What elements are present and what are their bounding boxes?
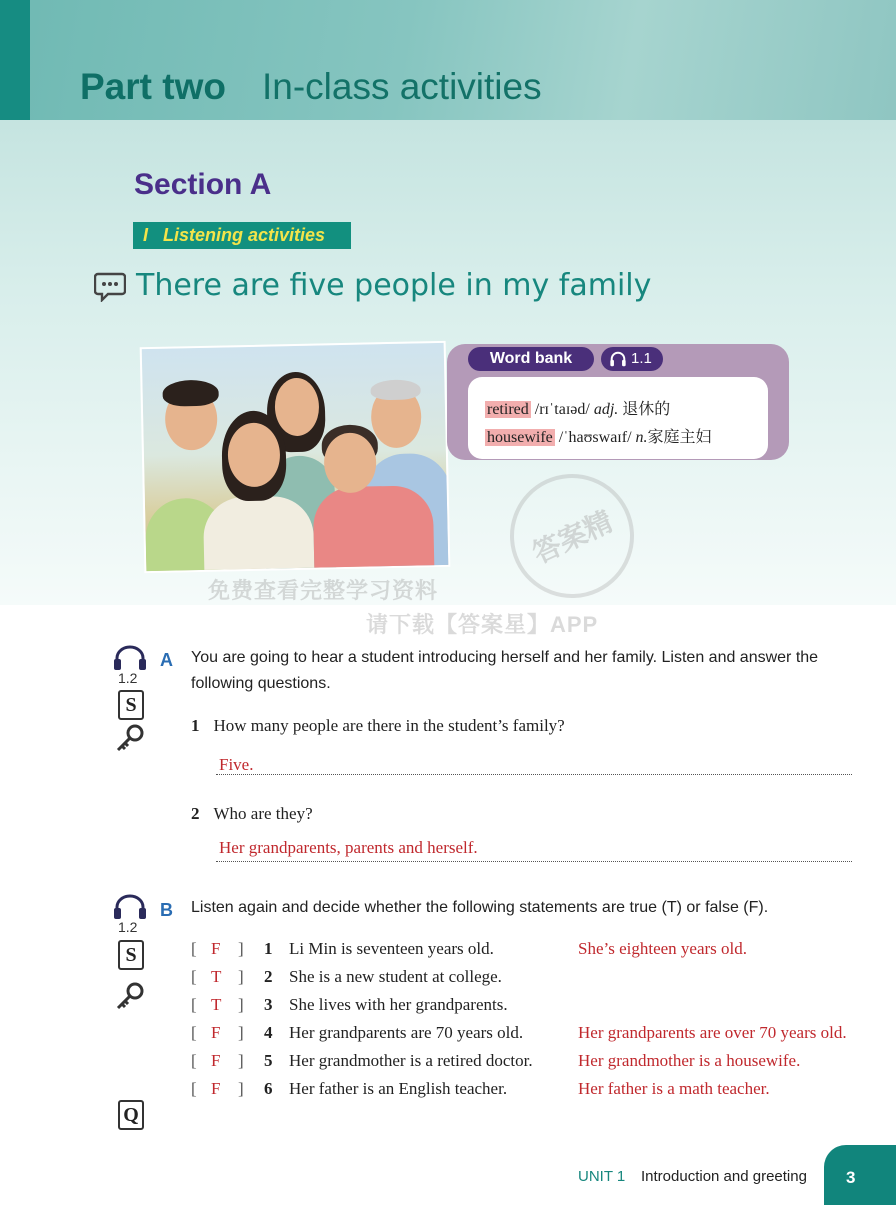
entry-phonetic: /rɪˈtaɪəd/ [534,401,590,418]
watermark-seal-text: 答案精 [528,505,618,570]
audio-track-number: 1.2 [118,670,138,686]
tf-number: 3 [264,995,273,1014]
key-icon[interactable] [115,724,145,754]
question [191,804,313,824]
tf-number: 6 [264,1079,273,1098]
tf-statement: She lives with her grandparents. [289,995,508,1014]
key-icon[interactable] [115,982,145,1012]
script-icon[interactable]: S [118,690,144,720]
answer: Five. [219,755,254,774]
topic-title: There are five people in my family [136,268,652,303]
watermark-line-1: 免费查看完整学习资料 [208,578,439,603]
audio-track-number: 1.2 [118,919,138,935]
tf-answer: F [211,1079,221,1098]
tf-statement: Her grandparents are 70 years old. [289,1023,524,1042]
script-icon[interactable]: S [118,940,144,970]
question-text: How many people are there in the student’s family? [213,716,565,735]
exercise-a-letter: A [160,650,173,670]
entry-pos: adj. [593,401,619,418]
question-number: 2 [191,804,200,823]
page-number-tab [824,1145,896,1205]
question-text: Who are they? [213,804,313,823]
tf-statement: Her grandmother is a retired doctor. [289,1051,533,1070]
tf-number: 1 [264,939,273,958]
headphones-icon [609,350,627,368]
word-bank-label: Word bank [468,347,594,371]
tf-answer: F [211,1023,221,1042]
tf-correction: Her father is a math teacher. [578,1079,770,1098]
footer-title: Introduction and greeting [641,1168,807,1185]
answer: Her grandparents, parents and herself. [219,838,478,857]
header-stripe [0,0,30,120]
question-icon[interactable]: Q [118,1100,144,1130]
tf-statement: She is a new student at college. [289,967,502,986]
page-title [80,66,542,108]
entry-word: retired [487,401,529,418]
chat-bubble-icon [94,272,126,302]
tf-answer: T [211,967,222,986]
part-subtitle: In-class activities [261,66,542,107]
tf-statement: Li Min is seventeen years old. [289,939,494,958]
entry-pos: n. [635,429,648,446]
exercise-b-instruction: Listen again and decide whether the following statements are true (T) or false (F). [191,899,769,916]
question-number: 1 [191,716,200,735]
exercise-a-instruction: You are going to hear a student introducing herself and her family. Listen and answer the following questions. [191,649,819,692]
word-bank-audio-button[interactable] [601,347,663,371]
family-photo [140,341,451,573]
tf-number: 2 [264,967,273,986]
tf-number: 5 [264,1051,273,1070]
activity-tag [133,222,351,249]
word-entry [485,424,712,447]
answer-line [216,861,852,862]
tf-correction: Her grandmother is a housewife. [578,1051,801,1070]
tf-number: 4 [264,1023,273,1042]
tf-answer: F [211,1051,221,1070]
question [191,716,565,736]
entry-phonetic: /ˈhaʊswaɪf/ [558,429,632,446]
tf-correction: She’s eighteen years old. [578,939,748,958]
tf-answer: T [211,995,222,1014]
tf-correction: Her grandparents are over 70 years old. [578,1023,847,1042]
headphones-icon[interactable] [112,643,148,671]
word-entry [485,396,670,419]
word-bank-audio-number: 1.1 [631,350,652,367]
page-number: 3 [846,1168,856,1187]
footer-unit: UNIT 1 [578,1168,626,1185]
entry-meaning: 退休的 [622,401,671,418]
exercise-b-letter: B [160,900,173,920]
watermark-line-2: 请下载【答案星】APP [366,612,599,637]
tf-answer: F [211,939,221,958]
entry-meaning: 家庭主妇 [647,429,712,446]
activity-tag-label: I Listening activities [143,225,326,245]
headphones-icon[interactable] [112,892,148,920]
part-label: Part two [80,66,226,107]
tf-statement: Her father is an English teacher. [289,1079,508,1098]
answer-line [216,774,852,775]
entry-word: housewife [487,429,553,446]
section-title: Section A [134,168,272,201]
